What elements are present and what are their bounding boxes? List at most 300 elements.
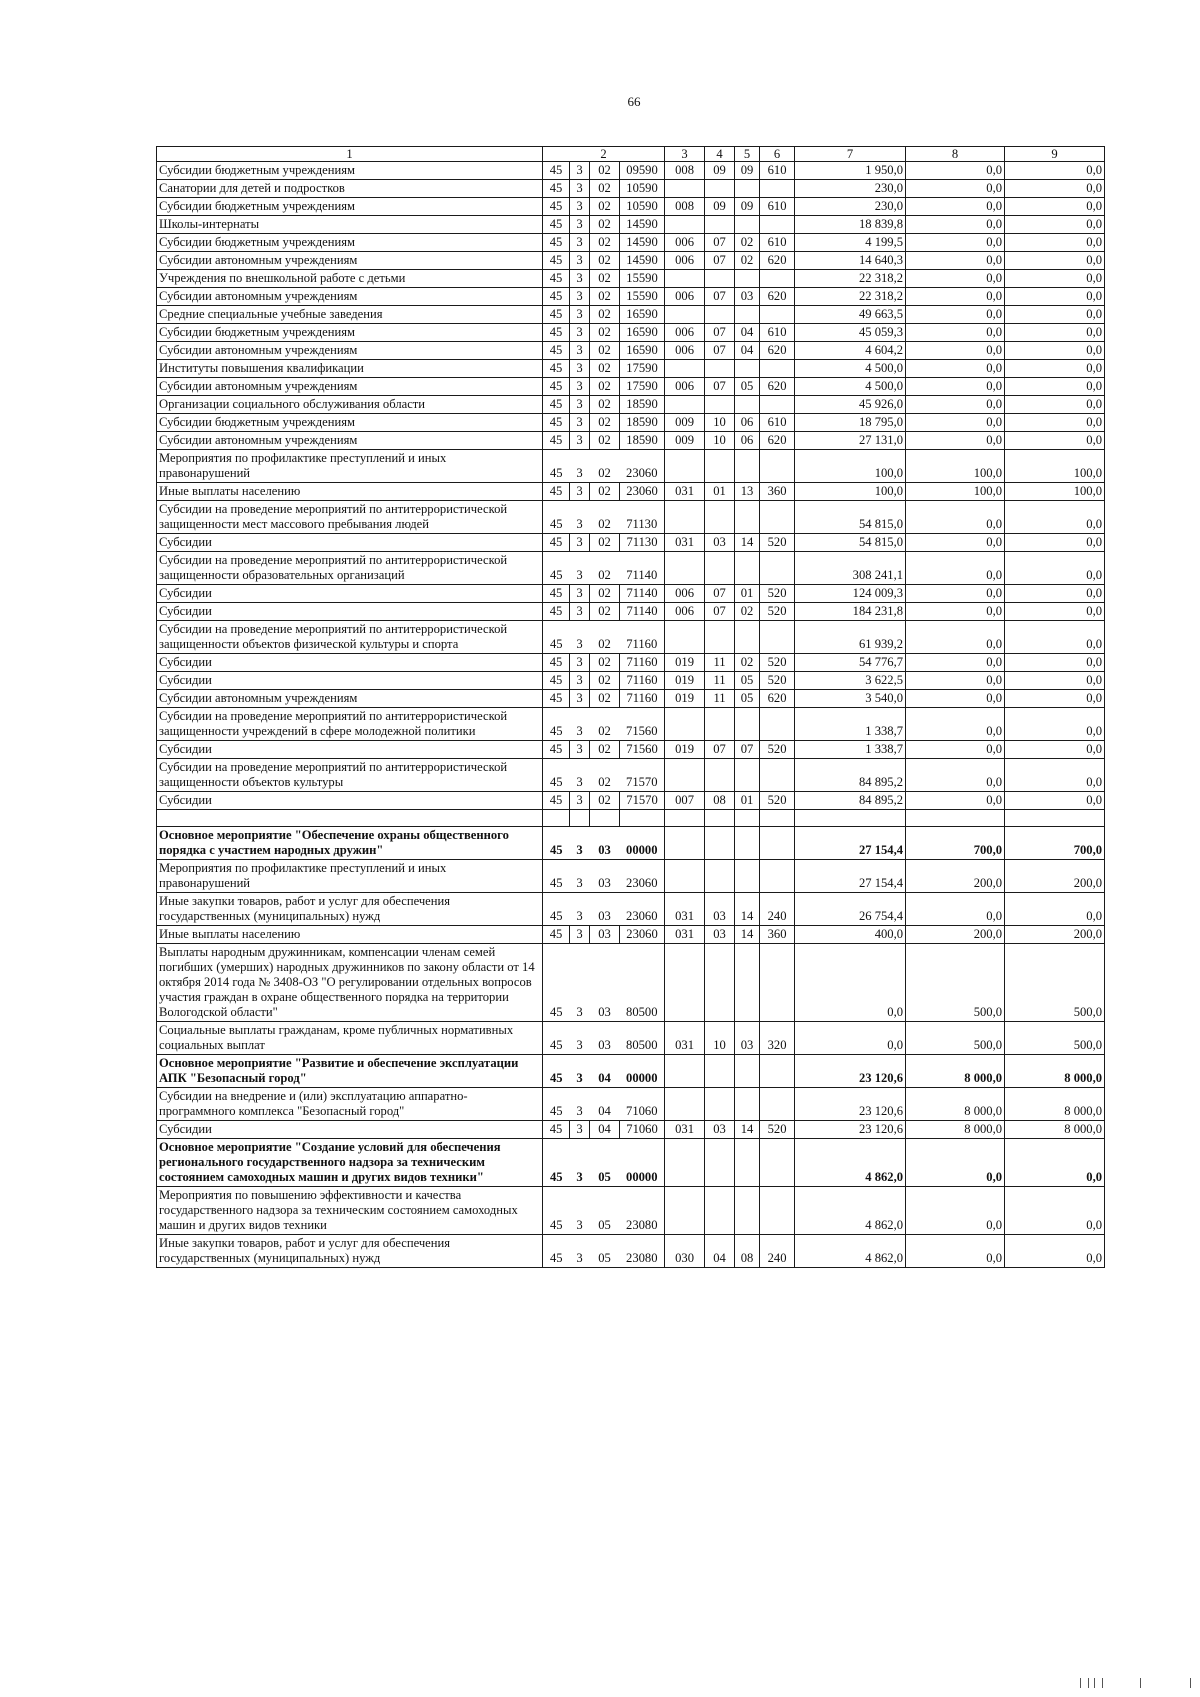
amount-col-7: 4 604,2 [795, 342, 906, 360]
code-section: 09 [705, 198, 735, 216]
code-section: 03 [705, 893, 735, 926]
code-sub: 3 [570, 288, 590, 306]
row-name: Мероприятия по повышению эффективности и качества государственного надзора за техническим состоянием самоходных машин и других видов техники [157, 1187, 543, 1235]
code-section: 04 [705, 1235, 735, 1268]
code-ministry: 006 [665, 288, 705, 306]
table-row [157, 234, 1105, 252]
code-section: 07 [705, 252, 735, 270]
code-ministry [665, 827, 705, 860]
amount-col-9: 0,0 [1005, 306, 1105, 324]
code-direction: 15590 [620, 288, 665, 306]
code-section: 07 [705, 288, 735, 306]
amount-col-8: 0,0 [906, 621, 1005, 654]
code-event: 02 [590, 396, 620, 414]
code-expense-type [760, 180, 795, 198]
code-direction: 71130 [620, 534, 665, 552]
amount-col-8: 100,0 [906, 483, 1005, 501]
code-expense-type: 520 [760, 603, 795, 621]
amount-col-7: 54 776,7 [795, 654, 906, 672]
code-direction: 23080 [620, 1235, 665, 1268]
code-program: 45 [543, 306, 570, 324]
code-program: 45 [543, 324, 570, 342]
code-section [705, 216, 735, 234]
amount-col-8: 0,0 [906, 342, 1005, 360]
code-sub: 3 [570, 827, 590, 860]
code-program: 45 [543, 926, 570, 944]
code-sub: 3 [570, 603, 590, 621]
code-program: 45 [543, 360, 570, 378]
code-sub: 3 [570, 741, 590, 759]
code-expense-type [760, 1055, 795, 1088]
code-sub: 3 [570, 708, 590, 741]
code-ministry: 009 [665, 432, 705, 450]
table-row [157, 621, 1105, 654]
table-row [157, 603, 1105, 621]
code-ministry [665, 860, 705, 893]
code-event: 02 [590, 552, 620, 585]
amount-col-7: 45 926,0 [795, 396, 906, 414]
code-event: 03 [590, 827, 620, 860]
code-ministry [665, 306, 705, 324]
code-expense-type: 520 [760, 654, 795, 672]
table-row [157, 1139, 1105, 1187]
code-subsection: 14 [735, 926, 760, 944]
amount-col-7: 0,0 [795, 944, 906, 1022]
amount-col-8: 0,0 [906, 534, 1005, 552]
code-ministry: 006 [665, 585, 705, 603]
code-direction: 10590 [620, 180, 665, 198]
code-section: 09 [705, 162, 735, 180]
amount-col-7: 14 640,3 [795, 252, 906, 270]
row-name: Субсидии на внедрение и (или) эксплуатацию аппаратно-программного комплекса "Безопасный город" [157, 1088, 543, 1121]
row-name: Субсидии на проведение мероприятий по антитеррористической защищенности объектов физической культуры и спорта [157, 621, 543, 654]
table-row [157, 270, 1105, 288]
row-name: Субсидии [157, 1121, 543, 1139]
amount-col-8: 0,0 [906, 792, 1005, 810]
code-program: 45 [543, 552, 570, 585]
row-name: Санатории для детей и подростков [157, 180, 543, 198]
amount-col-7: 3 540,0 [795, 690, 906, 708]
code-expense-type [760, 759, 795, 792]
code-sub: 3 [570, 926, 590, 944]
amount-col-9: 0,0 [1005, 1139, 1105, 1187]
code-section: 07 [705, 324, 735, 342]
code-ministry: 006 [665, 252, 705, 270]
empty-cell [570, 810, 590, 827]
row-name: Мероприятия по профилактике преступлений и иных правонарушений [157, 450, 543, 483]
code-program: 45 [543, 342, 570, 360]
amount-col-7: 22 318,2 [795, 288, 906, 306]
row-name: Субсидии автономным учреждениям [157, 342, 543, 360]
code-subsection: 02 [735, 252, 760, 270]
table-row [157, 860, 1105, 893]
code-program: 45 [543, 1235, 570, 1268]
code-program: 45 [543, 603, 570, 621]
code-direction: 16590 [620, 306, 665, 324]
amount-col-7: 27 131,0 [795, 432, 906, 450]
amount-col-9: 0,0 [1005, 288, 1105, 306]
code-ministry [665, 1139, 705, 1187]
code-section [705, 1187, 735, 1235]
code-subsection [735, 1139, 760, 1187]
amount-col-8: 0,0 [906, 1187, 1005, 1235]
row-name: Субсидии [157, 654, 543, 672]
code-direction: 71060 [620, 1088, 665, 1121]
code-subsection: 14 [735, 1121, 760, 1139]
code-sub: 3 [570, 1055, 590, 1088]
empty-cell [543, 810, 570, 827]
code-expense-type [760, 501, 795, 534]
amount-col-7: 27 154,4 [795, 860, 906, 893]
row-name: Иные выплаты населению [157, 926, 543, 944]
code-direction: 71130 [620, 501, 665, 534]
code-subsection: 04 [735, 324, 760, 342]
code-direction: 71160 [620, 690, 665, 708]
code-subsection [735, 1055, 760, 1088]
amount-col-9: 100,0 [1005, 483, 1105, 501]
code-ministry: 031 [665, 1121, 705, 1139]
amount-col-7: 18 839,8 [795, 216, 906, 234]
amount-col-9: 0,0 [1005, 378, 1105, 396]
amount-col-9: 0,0 [1005, 893, 1105, 926]
code-sub: 3 [570, 1121, 590, 1139]
code-subsection: 03 [735, 288, 760, 306]
amount-col-9: 0,0 [1005, 432, 1105, 450]
code-expense-type: 240 [760, 1235, 795, 1268]
amount-col-9: 0,0 [1005, 708, 1105, 741]
code-section [705, 501, 735, 534]
table-row [157, 893, 1105, 926]
amount-col-9: 0,0 [1005, 621, 1105, 654]
table-row [157, 741, 1105, 759]
code-event: 02 [590, 621, 620, 654]
code-direction: 16590 [620, 324, 665, 342]
code-ministry: 019 [665, 654, 705, 672]
code-direction: 18590 [620, 432, 665, 450]
amount-col-8: 0,0 [906, 708, 1005, 741]
code-subsection [735, 306, 760, 324]
code-subsection [735, 621, 760, 654]
amount-col-9: 0,0 [1005, 324, 1105, 342]
table-row [157, 414, 1105, 432]
code-sub: 3 [570, 893, 590, 926]
code-direction: 71060 [620, 1121, 665, 1139]
amount-col-8: 500,0 [906, 1022, 1005, 1055]
amount-col-8: 0,0 [906, 198, 1005, 216]
row-name: Субсидии бюджетным учреждениям [157, 324, 543, 342]
table-row [157, 1235, 1105, 1268]
amount-col-8: 0,0 [906, 180, 1005, 198]
code-direction: 17590 [620, 360, 665, 378]
code-direction: 23080 [620, 1187, 665, 1235]
amount-col-7: 54 815,0 [795, 501, 906, 534]
code-program: 45 [543, 216, 570, 234]
amount-col-8: 0,0 [906, 360, 1005, 378]
code-direction: 14590 [620, 234, 665, 252]
code-program: 45 [543, 414, 570, 432]
amount-col-9: 0,0 [1005, 534, 1105, 552]
code-program: 45 [543, 270, 570, 288]
code-direction: 71570 [620, 759, 665, 792]
code-program: 45 [543, 893, 570, 926]
code-ministry: 019 [665, 741, 705, 759]
table-row [157, 483, 1105, 501]
table-row [157, 252, 1105, 270]
amount-col-8: 8 000,0 [906, 1055, 1005, 1088]
table-row [157, 1022, 1105, 1055]
code-event: 02 [590, 342, 620, 360]
code-subsection [735, 501, 760, 534]
row-name: Субсидии бюджетным учреждениям [157, 414, 543, 432]
code-subsection: 03 [735, 1022, 760, 1055]
code-program: 45 [543, 180, 570, 198]
row-name: Социальные выплаты гражданам, кроме публичных нормативных социальных выплат [157, 1022, 543, 1055]
amount-col-8: 0,0 [906, 759, 1005, 792]
amount-col-9: 0,0 [1005, 741, 1105, 759]
code-event: 02 [590, 270, 620, 288]
code-sub: 3 [570, 162, 590, 180]
amount-col-9: 0,0 [1005, 1235, 1105, 1268]
table-row [157, 654, 1105, 672]
amount-col-9: 0,0 [1005, 1187, 1105, 1235]
code-expense-type: 610 [760, 198, 795, 216]
code-expense-type [760, 860, 795, 893]
code-subsection: 13 [735, 483, 760, 501]
code-direction: 23060 [620, 483, 665, 501]
amount-col-8: 0,0 [906, 552, 1005, 585]
table-row [157, 378, 1105, 396]
code-direction: 23060 [620, 450, 665, 483]
code-direction: 14590 [620, 216, 665, 234]
code-subsection [735, 860, 760, 893]
code-sub: 3 [570, 216, 590, 234]
row-name: Субсидии бюджетным учреждениям [157, 162, 543, 180]
code-sub: 3 [570, 585, 590, 603]
spacer-row [157, 810, 1105, 827]
code-sub: 3 [570, 1022, 590, 1055]
code-direction: 14590 [620, 252, 665, 270]
code-ministry: 007 [665, 792, 705, 810]
amount-col-7: 4 862,0 [795, 1235, 906, 1268]
code-event: 05 [590, 1139, 620, 1187]
code-expense-type [760, 1139, 795, 1187]
code-expense-type: 610 [760, 324, 795, 342]
row-name: Субсидии [157, 585, 543, 603]
code-expense-type [760, 216, 795, 234]
code-subsection [735, 360, 760, 378]
row-name: Выплаты народным дружинникам, компенсации членам семей погибших (умерших) народных дружинников по закону области от 14 октября 2014 года № 3408-ОЗ "О регулировании отдельных вопросов участия граждан в охране общественного порядка на территории Вологодской области" [157, 944, 543, 1022]
code-ministry [665, 396, 705, 414]
amount-col-7: 84 895,2 [795, 759, 906, 792]
code-sub: 3 [570, 198, 590, 216]
code-direction: 71570 [620, 792, 665, 810]
row-name: Субсидии автономным учреждениям [157, 690, 543, 708]
table-row [157, 198, 1105, 216]
amount-col-8: 0,0 [906, 288, 1005, 306]
row-name: Иные выплаты населению [157, 483, 543, 501]
code-ministry [665, 450, 705, 483]
code-program: 45 [543, 162, 570, 180]
amount-col-7: 1 950,0 [795, 162, 906, 180]
amount-col-9: 8 000,0 [1005, 1088, 1105, 1121]
header-col-1: 1 [157, 147, 543, 162]
code-event: 02 [590, 672, 620, 690]
code-direction: 00000 [620, 827, 665, 860]
code-event: 02 [590, 180, 620, 198]
code-sub: 3 [570, 306, 590, 324]
code-program: 45 [543, 1187, 570, 1235]
row-name: Основное мероприятие "Обеспечение охраны общественного порядка с участием народных дружин" [157, 827, 543, 860]
amount-col-8: 0,0 [906, 252, 1005, 270]
code-section: 08 [705, 792, 735, 810]
code-program: 45 [543, 432, 570, 450]
code-section: 07 [705, 741, 735, 759]
table-row [157, 1055, 1105, 1088]
header-col-9: 9 [1005, 147, 1105, 162]
code-event: 03 [590, 893, 620, 926]
code-sub: 3 [570, 1187, 590, 1235]
amount-col-9: 500,0 [1005, 1022, 1105, 1055]
header-col-4: 4 [705, 147, 735, 162]
table-row [157, 534, 1105, 552]
table-row [157, 827, 1105, 860]
row-name: Субсидии автономным учреждениям [157, 288, 543, 306]
table-row [157, 450, 1105, 483]
table-row [157, 552, 1105, 585]
header-col-8: 8 [906, 147, 1005, 162]
amount-col-9: 0,0 [1005, 360, 1105, 378]
amount-col-9: 8 000,0 [1005, 1121, 1105, 1139]
code-ministry: 006 [665, 324, 705, 342]
amount-col-8: 0,0 [906, 585, 1005, 603]
amount-col-9: 8 000,0 [1005, 1055, 1105, 1088]
amount-col-7: 4 862,0 [795, 1139, 906, 1187]
code-program: 45 [543, 708, 570, 741]
code-section: 07 [705, 603, 735, 621]
code-direction: 23060 [620, 860, 665, 893]
row-name: Средние специальные учебные заведения [157, 306, 543, 324]
code-event: 02 [590, 741, 620, 759]
amount-col-8: 0,0 [906, 1235, 1005, 1268]
code-event: 02 [590, 360, 620, 378]
code-direction: 18590 [620, 414, 665, 432]
code-program: 45 [543, 1088, 570, 1121]
amount-col-7: 4 862,0 [795, 1187, 906, 1235]
budget-table [156, 146, 1105, 1268]
code-ministry [665, 1055, 705, 1088]
amount-col-9: 200,0 [1005, 926, 1105, 944]
code-event: 05 [590, 1235, 620, 1268]
amount-col-7: 18 795,0 [795, 414, 906, 432]
code-direction: 71560 [620, 708, 665, 741]
amount-col-8: 0,0 [906, 690, 1005, 708]
header-col-3: 3 [665, 147, 705, 162]
code-section: 07 [705, 234, 735, 252]
amount-col-7: 1 338,7 [795, 708, 906, 741]
amount-col-7: 0,0 [795, 1022, 906, 1055]
code-section: 03 [705, 926, 735, 944]
code-program: 45 [543, 396, 570, 414]
code-section: 11 [705, 672, 735, 690]
amount-col-8: 0,0 [906, 234, 1005, 252]
amount-col-8: 0,0 [906, 603, 1005, 621]
code-subsection: 05 [735, 690, 760, 708]
empty-cell [705, 810, 735, 827]
amount-col-8: 0,0 [906, 893, 1005, 926]
code-expense-type [760, 360, 795, 378]
code-ministry [665, 1187, 705, 1235]
amount-col-8: 0,0 [906, 396, 1005, 414]
table-row [157, 288, 1105, 306]
empty-cell [735, 810, 760, 827]
code-program: 45 [543, 1121, 570, 1139]
amount-col-9: 700,0 [1005, 827, 1105, 860]
code-direction: 71140 [620, 603, 665, 621]
code-program: 45 [543, 792, 570, 810]
amount-col-9: 0,0 [1005, 252, 1105, 270]
code-subsection: 02 [735, 603, 760, 621]
amount-col-7: 45 059,3 [795, 324, 906, 342]
code-expense-type: 620 [760, 342, 795, 360]
table-body [157, 162, 1105, 1268]
header-row [157, 147, 1105, 162]
amount-col-9: 0,0 [1005, 180, 1105, 198]
row-name: Субсидии автономным учреждениям [157, 252, 543, 270]
amount-col-7: 23 120,6 [795, 1055, 906, 1088]
code-section [705, 759, 735, 792]
code-event: 02 [590, 603, 620, 621]
amount-col-7: 54 815,0 [795, 534, 906, 552]
code-sub: 3 [570, 860, 590, 893]
code-ministry: 019 [665, 690, 705, 708]
code-sub: 3 [570, 944, 590, 1022]
code-ministry [665, 360, 705, 378]
code-sub: 3 [570, 1235, 590, 1268]
table-row [157, 342, 1105, 360]
code-subsection: 05 [735, 672, 760, 690]
code-sub: 3 [570, 378, 590, 396]
code-sub: 3 [570, 534, 590, 552]
code-subsection: 09 [735, 198, 760, 216]
amount-col-7: 184 231,8 [795, 603, 906, 621]
code-subsection [735, 759, 760, 792]
code-program: 45 [543, 1022, 570, 1055]
row-name: Учреждения по внешкольной работе с детьми [157, 270, 543, 288]
code-section: 11 [705, 654, 735, 672]
code-ministry [665, 552, 705, 585]
header-col-5: 5 [735, 147, 760, 162]
code-sub: 3 [570, 342, 590, 360]
code-program: 45 [543, 483, 570, 501]
amount-col-9: 0,0 [1005, 501, 1105, 534]
amount-col-7: 23 120,6 [795, 1088, 906, 1121]
code-event: 02 [590, 234, 620, 252]
amount-col-9: 0,0 [1005, 342, 1105, 360]
code-direction: 71160 [620, 621, 665, 654]
code-event: 02 [590, 501, 620, 534]
code-subsection: 02 [735, 234, 760, 252]
table-row [157, 708, 1105, 741]
code-program: 45 [543, 1055, 570, 1088]
code-event: 02 [590, 708, 620, 741]
amount-col-7: 230,0 [795, 198, 906, 216]
code-event: 02 [590, 654, 620, 672]
code-subsection [735, 1088, 760, 1121]
code-subsection [735, 396, 760, 414]
code-event: 05 [590, 1187, 620, 1235]
table-row [157, 585, 1105, 603]
amount-col-7: 1 338,7 [795, 741, 906, 759]
